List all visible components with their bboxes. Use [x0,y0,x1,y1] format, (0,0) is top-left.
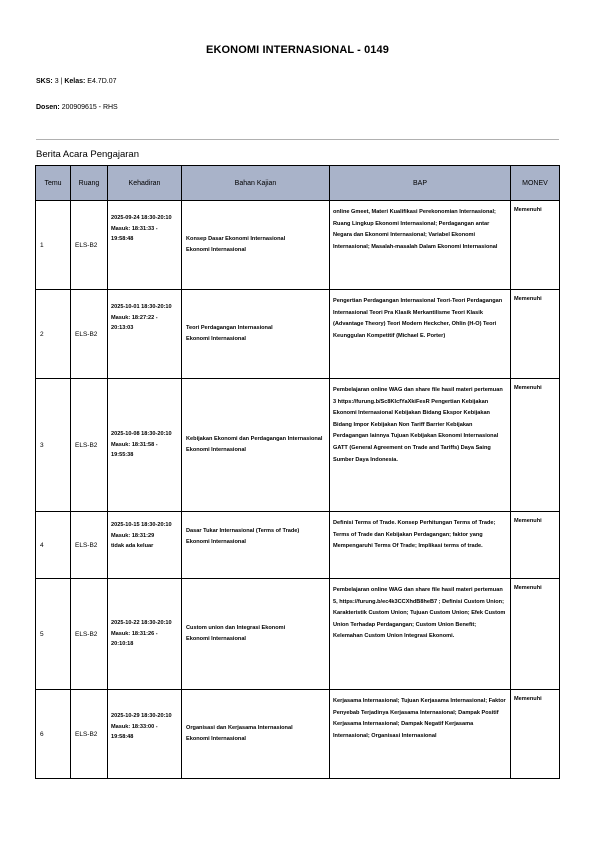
checkout-text: tidak ada keluar [111,543,154,549]
schedule-text: 2025-10-22 18:30-20:10 [111,620,172,627]
teaching-record-table [35,165,560,779]
column-header-kehadiran: Kehadiran [108,166,182,201]
bap-cell: Pengertian Perdagangan Internasional Teori-Teori Perdagangan Internasional Teori Pra Klasik Merkantilisme Teori Klasik (Advantage Theory) Teori Modern Heckcher, Ohlin (H-O) Teori Keunggulan Kompetitif (Michael E. Porter) [333,298,503,339]
ruang-cell: ELS-B2 [75,441,98,449]
monev-cell: Memenuhi [514,585,542,591]
page-title: EKONOMI INTERNASIONAL - 0149 [206,44,389,56]
course-text: Ekonomi Internasional [186,336,246,342]
monev-cell: Memenuhi [514,207,542,213]
bap-cell: Definisi Terms of Trade. Konsep Perhitungan Terms of Trade; Terms of Trade dan Kebijakan Perdagangan; faktor yang Mempengaruhi Terms Of Trade; Implikasi terms of trade. [333,520,496,550]
schedule-text: 2025-10-01 18:30-20:10 [111,304,172,310]
ruang-cell: ELS-B2 [75,241,98,249]
kehadiran-cell [108,429,181,461]
table-row [36,201,560,290]
dosen-label: Dosen: [36,104,60,111]
topic-text: Organisasi dan Kerjasama Internasional [186,725,293,731]
column-header-bahan-kajian: Bahan Kajian [182,166,330,201]
bahan-kajian-cell [182,723,329,745]
bahan-kajian-cell [182,434,329,456]
sks-label: SKS: [36,78,53,85]
column-header-ruang: Ruang [71,166,108,201]
monev-cell: Memenuhi [514,518,542,524]
bap-cell: Kerjasama Internasional; Tujuan Kerjasama Internasional; Faktor Penyebab Terjadinya Kerjasama Internasional; Dampak Positif Kerjasama Internasional; Dampak Negatif Kerjasama Internasional; Organisasi Internasional [333,698,506,739]
topic-text: Teori Perdagangan Internasional [186,325,273,331]
bap-cell: online Gmeet, Materi Kualifikasi Perekonomian Internasional; Ruang Lingkup Ekonomi Internasional; Perdagangan antar Negara dan Ekonomi Internasional; Variabel Ekonomi Internasional; Masalah-masalah Dalam Ekonomi Internasional [333,209,498,250]
course-text: Ekonomi Internasional [186,636,246,642]
attendance-text: Masuk: 18:31:26 - 20:10:18 [111,630,158,648]
divider [36,139,559,140]
table-row [36,512,560,579]
monev-cell: Memenuhi [514,696,542,702]
schedule-text: 2025-09-24 18:30-20:10 [111,215,172,221]
attendance-text: Masuk: 18:31:29 [111,532,155,539]
bap-cell: Pembelajaran online WAG dan share file hasil materi pertemuan 3 https://furung.b/Sc8KlcfYaXkiFesR Pengertian Kebijakan Ekonomi Internasional Kebijakan Bidang Ekspor Kebijakan Bidang Impor Kebijakan Non Tariff Barrier Kebijakan Perdagangan lainnya Tujuan Kebijakan Ekonomi Internasional GATT (General Agreement on Trade and Tariffs) Daya Saing Sumber Daya Indonesia. [333,387,503,463]
column-header-bap: BAP [330,166,511,201]
course-text: Ekonomi Internasional [186,447,246,453]
bahan-kajian-cell [182,512,329,548]
schedule-text: 2025-10-29 18:30-20:10 [111,713,172,719]
course-text: Ekonomi Internasional [186,539,246,545]
kehadiran-cell [108,690,181,743]
temu-cell: 2 [40,330,44,338]
topic-text: Konsep Dasar Ekonomi Internasional [186,236,286,242]
attendance-text: Masuk: 18:31:33 - 19:58:48 [111,225,158,242]
kehadiran-cell [108,512,181,552]
table-row [36,379,560,512]
topic-text: Kebijakan Ekonomi dan Perdagangan Internasional [186,436,323,442]
schedule-text: 2025-10-08 18:30-20:10 [111,431,172,438]
temu-cell: 1 [40,241,44,249]
course-info [36,78,116,85]
course-text: Ekonomi Internasional [186,247,246,253]
topic-text: Custom union dan Integrasi Ekonomi [186,625,286,631]
monev-cell: Memenuhi [514,296,542,302]
sks-value: 3 [54,78,59,85]
temu-cell: 3 [40,441,44,449]
temu-cell: 4 [40,541,44,549]
course-text: Ekonomi Internasional [186,736,246,742]
bahan-kajian-cell [182,323,329,345]
section-title: Berita Acara Pengajaran [36,149,139,160]
kehadiran-cell [108,201,181,245]
ruang-cell: ELS-B2 [75,541,98,549]
bahan-kajian-cell [182,623,329,645]
kelas-value: E4.7D.07 [87,78,117,85]
bap-cell: Pembelajaran online WAG dan share file hasil materi pertemuan 5, https://furung.b/ec4k3CCXhdB8heB7 ; Definisi Custom Union; Karakteristik Custom Union; Tujuan Custom Union; Efek Custom Union Terhadap Perdagangan; Custom Union Benefit; Kelemahan Custom Union Integrasi Ekonomi. [333,587,506,640]
lecturer-info [36,104,118,111]
kehadiran-cell [108,618,181,650]
temu-cell: 5 [40,630,44,638]
ruang-cell: ELS-B2 [75,730,98,738]
attendance-text: Masuk: 18:31:58 - 19:55:38 [111,441,158,459]
table-row [36,579,560,690]
bahan-kajian-cell [182,234,329,256]
dosen-value: 200909615 - RHS [61,104,118,111]
monev-cell: Memenuhi [514,385,542,391]
separator: | [60,78,63,85]
column-header-monev: MONEV [511,166,560,201]
schedule-text: 2025-10-15 18:30-20:10 [111,522,172,528]
topic-text: Dasar Tukar Internasional (Terms of Trade) [186,528,300,534]
kehadiran-cell [108,290,181,334]
table-row [36,290,560,379]
column-header-temu: Temu [36,166,71,201]
temu-cell: 6 [40,730,44,738]
attendance-text: Masuk: 18:33:00 - 19:58:48 [111,723,158,740]
kelas-label: Kelas: [64,78,86,85]
attendance-text: Masuk: 18:27:22 - 20:13:03 [111,314,158,331]
ruang-cell: ELS-B2 [75,330,98,338]
table-header-row [36,166,560,201]
ruang-cell: ELS-B2 [75,630,98,638]
table-row [36,690,560,779]
